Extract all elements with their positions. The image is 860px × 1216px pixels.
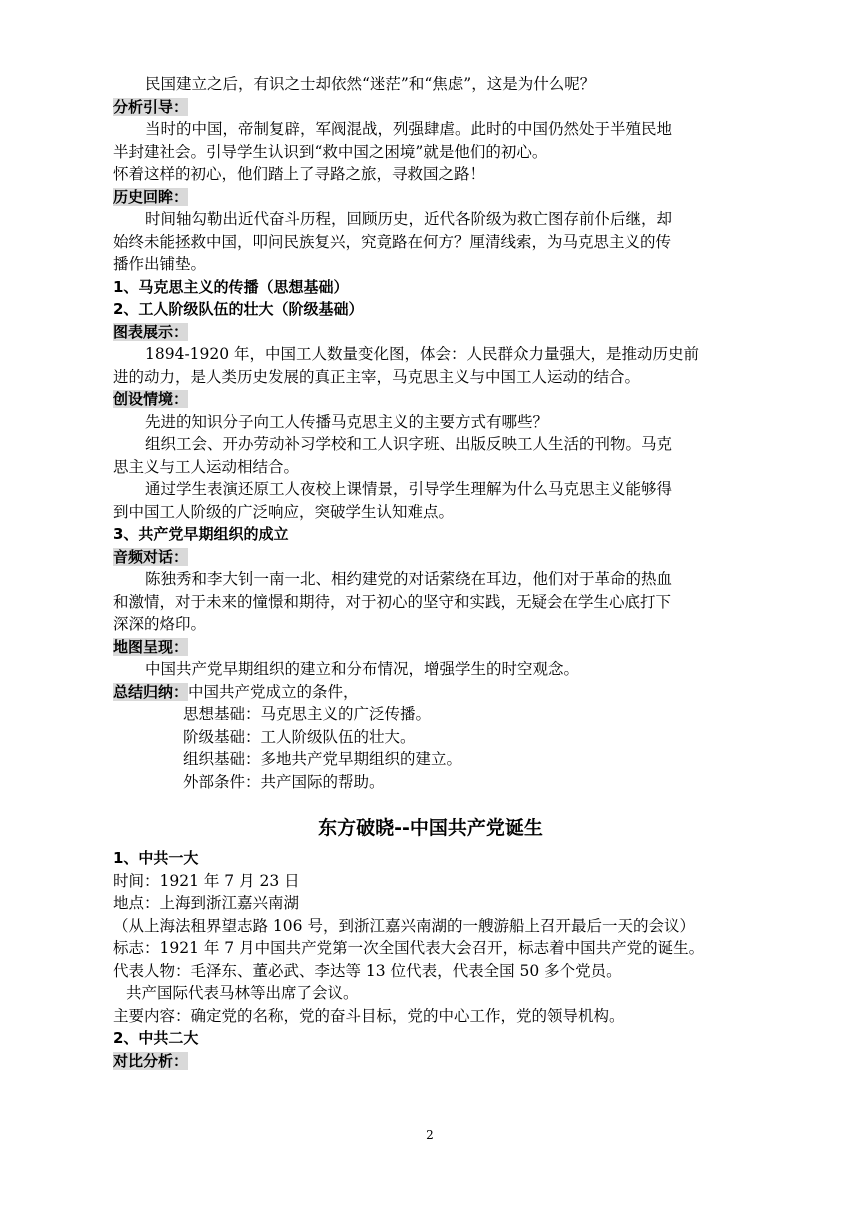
- summary-item: 组织基础：多地共产党早期组织的建立。: [183, 750, 463, 768]
- section-label-summary: 总结归纳：: [113, 682, 189, 701]
- paragraph-line: 主要内容：确定党的名称，党的奋斗目标，党的中心工作，党的领导机构。: [113, 1006, 625, 1025]
- paragraph-line: 标志：1921 年 7 月中国共产党第一次全国代表大会召开，标志着中国共产党的诞生。: [113, 939, 705, 957]
- heading-second-congress: 2、中共二大: [113, 1029, 199, 1047]
- heading-working-class: 2、工人阶级队伍的壮大（阶级基础）: [113, 300, 364, 318]
- paragraph-line: 半封建社会。引导学生认识到“救中国之困境”就是他们的初心。: [113, 142, 548, 161]
- section-label-chart: 图表展示：: [113, 322, 189, 341]
- paragraph-line: 1894-1920 年，中国工人数量变化图，体会：人民群众力量强大，是推动历史前: [145, 345, 700, 363]
- paragraph-line: 思主义与工人运动相结合。: [113, 457, 300, 476]
- paragraph-line: 陈独秀和李大钊一南一北、相约建党的对话萦绕在耳边，他们对于革命的热血: [145, 570, 673, 588]
- paragraph-line: 代表人物：毛泽东、董必武、李达等 13 位代表，代表全国 50 多个党员。: [113, 961, 622, 980]
- section-label-analysis: 分析引导：: [113, 97, 189, 116]
- paragraph-line: 进的动力，是人类历史发展的真正主宰，马克思主义与中国工人运动的结合。: [113, 367, 641, 386]
- page-number: 2: [426, 1128, 434, 1142]
- paragraph-line: 始终未能拯救中国，叩问民族复兴，究竟路在何方？厘清线索，为马克思主义的传: [113, 232, 672, 251]
- section-label-history: 历史回眸：: [113, 187, 189, 206]
- paragraph-line: 地点：上海到浙江嘉兴南湖: [113, 894, 300, 912]
- page-content: [113, 73, 753, 1072]
- heading-first-congress: 1、中共一大: [113, 849, 199, 867]
- paragraph-line: 先进的知识分子向工人传播马克思主义的主要方式有哪些？: [145, 412, 549, 431]
- paragraph-line: 中国共产党早期组织的建立和分布情况，增强学生的时空观念。: [145, 660, 580, 678]
- paragraph-line: 深深的烙印。: [113, 615, 207, 633]
- heading-marxism: 1、马克思主义的传播（思想基础）: [113, 277, 349, 296]
- section-label-comparison: 对比分析：: [113, 1051, 189, 1070]
- paragraph-line: 当时的中国，帝制复辟，军阀混战，列强肆虐。此时的中国仍然处于半殖民地: [145, 120, 673, 138]
- paragraph-line: （从上海法租界望志路 106 号，到浙江嘉兴南湖的一艘游船上召开最后一天的会议）: [113, 916, 695, 935]
- heading-early-party: 3、共产党早期组织的成立: [113, 525, 289, 543]
- section-label-audio: 音频对话：: [113, 547, 189, 566]
- summary-item: 思想基础：马克思主义的广泛传播。: [183, 705, 432, 723]
- paragraph-line: 怀着这样的初心，他们踏上了寻路之旅，寻救国之路！: [113, 165, 486, 183]
- summary-item: 外部条件：共产国际的帮助。: [183, 772, 385, 791]
- summary-intro: 中国共产党成立的条件，: [188, 682, 359, 701]
- paragraph-line: 时间轴勾勒出近代奋斗历程，回顾历史，近代各阶级为救亡图存前仆后继，却: [145, 210, 673, 228]
- section-label-map: 地图呈现：: [113, 637, 189, 656]
- section-label-scenario: 创设情境：: [113, 390, 189, 408]
- paragraph-line: 播作出铺垫。: [113, 255, 207, 273]
- paragraph-line: 到中国工人阶级的广泛响应，突破学生认知难点。: [113, 502, 455, 521]
- section-title: 东方破晓--中国共产党诞生: [318, 817, 543, 839]
- summary-item: 阶级基础：工人阶级队伍的壮大。: [183, 727, 416, 746]
- paragraph-line: 民国建立之后，有识之士却依然“迷茫”和“焦虑”，这是为什么呢？: [145, 75, 596, 93]
- paragraph-line: 组织工会、开办劳动补习学校和工人识字班、出版反映工人生活的刊物。马克: [145, 435, 673, 453]
- paragraph-line: 和激情，对于未来的憧憬和期待，对于初心的坚守和实践，无疑会在学生心底打下: [113, 592, 672, 611]
- paragraph-line: 时间：1921 年 7 月 23 日: [113, 871, 300, 890]
- paragraph-line: 通过学生表演还原工人夜校上课情景，引导学生理解为什么马克思主义能够得: [145, 480, 673, 498]
- paragraph-line: 共产国际代表马林等出席了会议。: [126, 984, 359, 1002]
